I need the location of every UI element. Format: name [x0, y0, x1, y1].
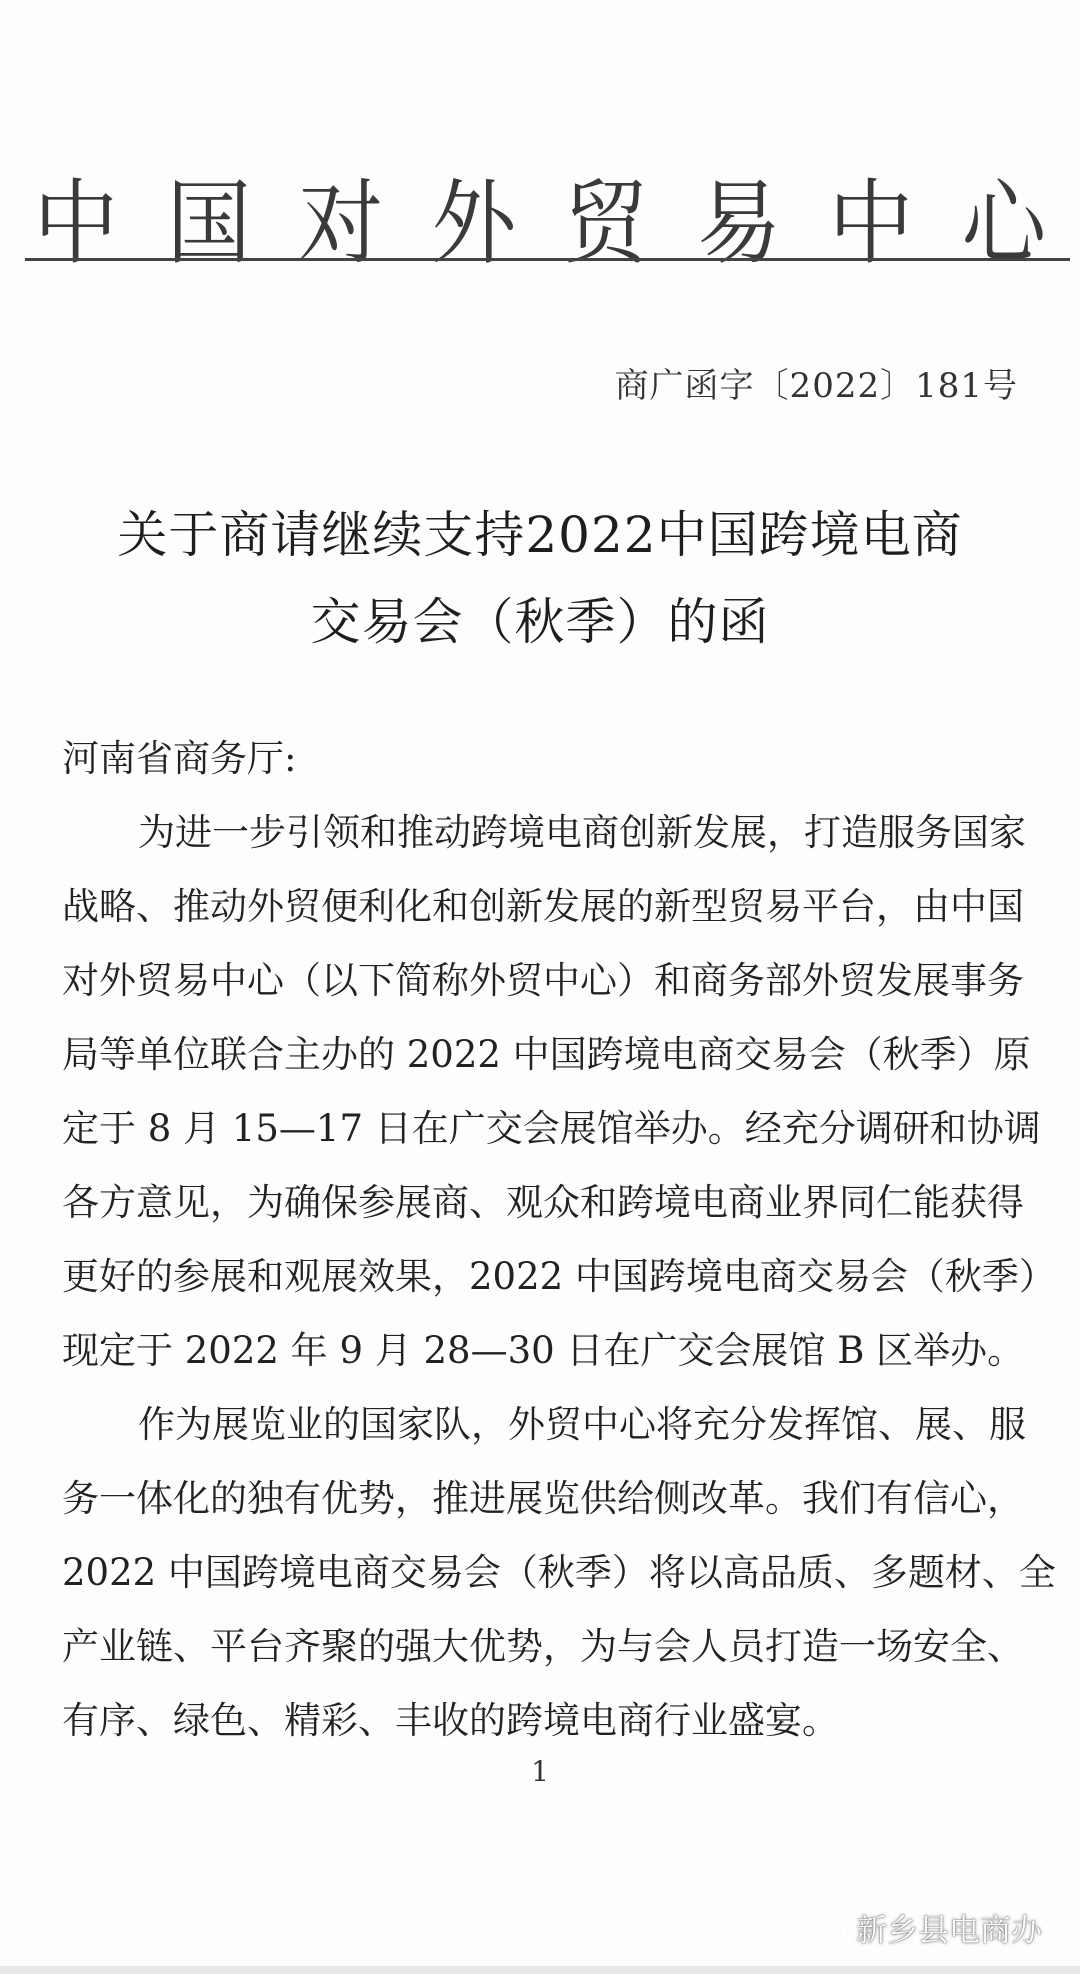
watermark-text: 新乡县电商办: [856, 1913, 1042, 1949]
paragraph-2-line: 2022 中国跨境电商交易会（秋季）将以高品质、多题材、全: [62, 1551, 1056, 1594]
document-title-line-1: 关于商请继续支持2022中国跨境电商: [117, 506, 963, 564]
letterhead-char: 国: [166, 170, 251, 277]
paragraph-1-line: 对外贸易中心（以下简称外贸中心）和商务部外贸发展事务: [62, 959, 1024, 1002]
letterhead-rule: [25, 258, 1070, 261]
page-number: 1: [531, 1755, 549, 1788]
letterhead-char: 对: [298, 170, 384, 277]
paragraph-1-line: 局等单位联合主办的 2022 中国跨境电商交易会（秋季）原: [62, 1033, 1031, 1076]
paragraph-2-line: 务一体化的独有优势，推进展览供给侧改革。我们有信心，: [62, 1477, 1024, 1520]
paragraph-2-line: 产业链、平台齐聚的强大优势，为与会人员打造一场安全、: [62, 1625, 1024, 1668]
paragraph-1-line: 更好的参展和观展效果，2022 中国跨境电商交易会（秋季）: [62, 1255, 1056, 1298]
paragraph-2-line: 作为展览业的国家队，外贸中心将充分发挥馆、展、服: [138, 1403, 1026, 1446]
letterhead-char: 外: [431, 170, 517, 277]
letterhead-char: 中: [33, 170, 119, 277]
letterhead-char: 心: [961, 170, 1047, 277]
paragraph-1-line: 各方意见，为确保参展商、观众和跨境电商业界同仁能获得: [62, 1181, 1024, 1224]
wechat-icon: [806, 1912, 846, 1944]
paragraph-2-line: 有序、绿色、精彩、丰收的跨境电商行业盛宴。: [62, 1699, 839, 1742]
letterhead-char: 易: [696, 170, 782, 277]
addressee: 河南省商务厅:: [62, 737, 297, 780]
document-title-line-2: 交易会（秋季）的函: [310, 593, 770, 651]
letterhead: [30, 150, 1050, 282]
paragraph-1-line: 为进一步引领和推动跨境电商创新发展，打造服务国家: [138, 811, 1026, 854]
page-bottom-edge: [0, 1966, 1080, 1974]
paragraph-1-line: 战略、推动外贸便利化和创新发展的新型贸易平台，由中国: [62, 885, 1024, 928]
paragraph-1-line: 定于 8 月 15—17 日在广交会展馆举办。经充分调研和协调: [62, 1107, 1041, 1150]
paragraph-1-line: 现定于 2022 年 9 月 28—30 日在广交会展馆 B 区举办。: [62, 1329, 1025, 1372]
document-number: 商广函字〔2022〕181号: [614, 366, 1018, 406]
source-watermark: [806, 1905, 1042, 1950]
letterhead-char: 中: [829, 170, 914, 277]
letterhead-char: 贸: [563, 170, 649, 277]
